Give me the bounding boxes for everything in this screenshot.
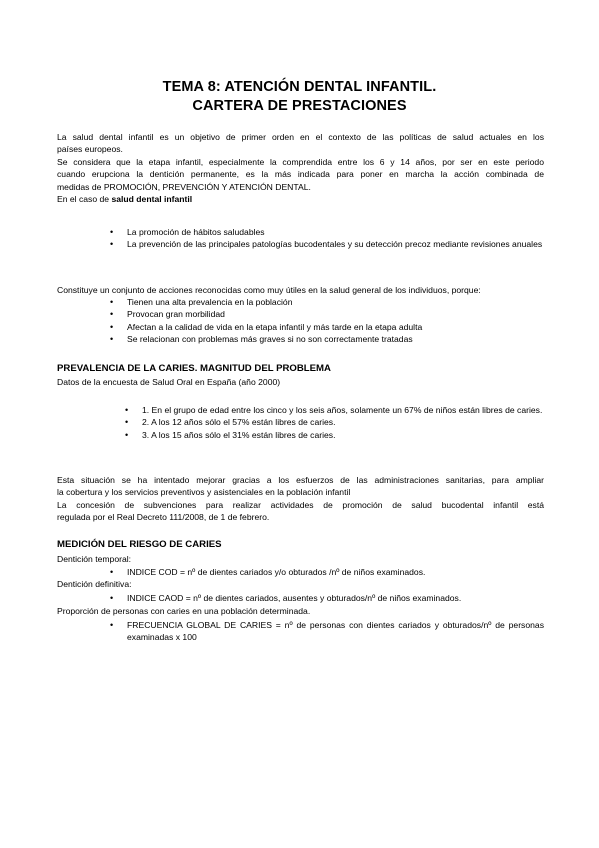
prevalencia-heading: PREVALENCIA DE LA CARIES. MAGNITUD DEL PROBLEMA — [57, 363, 331, 374]
prevalencia-source: Datos de la encuesta de Salud Oral en España (año 2000) — [57, 377, 281, 387]
prevalencia-paragraph-2-line-2: regulada por el Real Decreto 111/2008, de 1 de febrero. — [57, 512, 270, 522]
prevalencia-paragraph-2-line-1: La concesión de subvenciones para realizar actividades de promoción de salud bucodental infantil está — [57, 500, 544, 510]
prevalencia-paragraph-1-line-2: la cobertura y los servicios preventivos y asistenciales en la población infantil — [57, 487, 351, 497]
intro-paragraph-2-line-2: cuando erupciona la dentición permanente, es la más indicada para poner en marcha la acción combinada de — [57, 169, 544, 179]
intro-paragraph-3-bold: salud dental infantil — [111, 194, 193, 204]
list-item: • FRECUENCIA GLOBAL DE CARIES = nº de personas con dientes cariados y obturados/nº de personas examinadas x 100 — [110, 619, 544, 644]
list-item: • Afectan a la calidad de vida en la etapa infantil y más tarde en la etapa adulta — [110, 321, 544, 333]
denticion-definitiva-label: Dentición definitiva: — [57, 579, 132, 589]
frecuencia-list — [110, 619, 544, 644]
list-item: • 1. En el grupo de edad entre los cinco y los seis años, solamente un 67% de niños están libres de caries. — [125, 404, 544, 416]
temporal-list — [110, 566, 544, 578]
definitiva-list — [110, 592, 544, 604]
page-title-line-1: TEMA 8: ATENCIÓN DENTAL INFANTIL. — [162, 79, 437, 95]
page-title-line-2: CARTERA DE PRESTACIONES — [192, 98, 407, 114]
list-item: • INDICE COD = nº de dientes cariados y/o obturados /nº de niños examinados. — [110, 566, 544, 578]
intro-paragraph-1-line-2: países europeos. — [57, 144, 123, 154]
intro-paragraph-2-line-1: Se considera que la etapa infantil, especialmente la comprendida entre los 6 y 14 años, por ser en este periodo — [57, 157, 544, 167]
list-item: • 3. A los 15 años sólo el 31% están libres de caries. — [125, 429, 544, 441]
list-item: • Tienen una alta prevalencia en la población — [110, 296, 544, 308]
acciones-list — [110, 296, 544, 346]
intro-paragraph-3 — [57, 193, 544, 205]
list-item: • La promoción de hábitos saludables — [110, 226, 544, 238]
list-item: • La prevención de las principales patologías bucodentales y su detección precoz mediante revisiones anuales — [110, 238, 544, 250]
proporcion-label: Proporción de personas con caries en una población determinada. — [57, 606, 311, 616]
denticion-temporal-label: Dentición temporal: — [57, 554, 132, 564]
acciones-intro: Constituye un conjunto de acciones reconocidas como muy útiles en la salud general de los individuos, porque: — [57, 285, 481, 295]
prevalencia-list — [125, 404, 544, 441]
list-item: • Se relacionan con problemas más graves si no son correctamente tratadas — [110, 333, 544, 345]
salud-dental-list — [110, 226, 544, 251]
medicion-heading: MEDICIÓN DEL RIESGO DE CARIES — [57, 539, 222, 550]
intro-paragraph-3-prefix: En el caso de — [57, 194, 112, 204]
list-item: • 2. A los 12 años sólo el 57% están libres de caries. — [125, 416, 544, 428]
intro-paragraph-1-line-1: La salud dental infantil es un objetivo de primer orden en el contexto de las políticas de salud actuales en los — [57, 132, 544, 142]
prevalencia-paragraph-1-line-1: Esta situación se ha intentado mejorar gracias a los esfuerzos de las administraciones sanitarias, para ampliar — [57, 475, 544, 485]
list-item: • Provocan gran morbilidad — [110, 308, 544, 320]
list-item: • INDICE CAOD = nº de dientes cariados, ausentes y obturados/nº de niños examinados. — [110, 592, 544, 604]
intro-paragraph-2-line-3: medidas de PROMOCIÓN, PREVENCIÓN Y ATENCIÓN DENTAL. — [57, 182, 311, 192]
